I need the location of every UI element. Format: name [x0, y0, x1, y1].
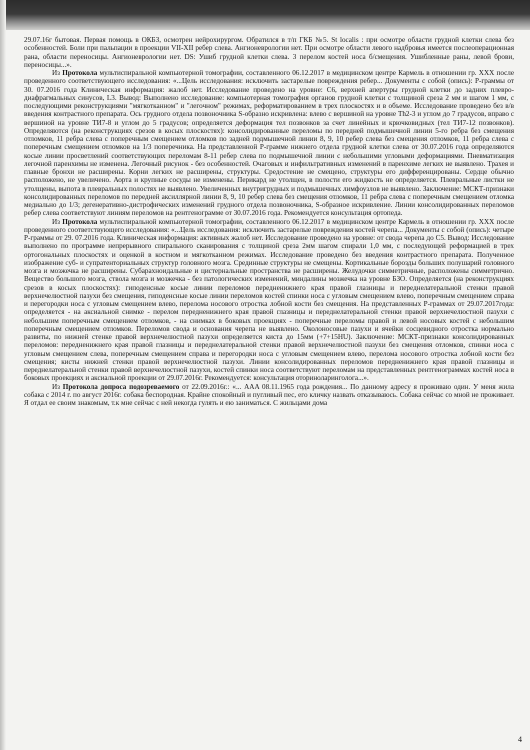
document-body: [24, 36, 514, 407]
paragraph-injury-description: 29.07.16г бытовая. Первая помощь в ОКБЗ, осмотрен нейрохирургом. Обратился в т/п ГКБ №5. St localis : при осмотре области грудной клетки слева без особенностей. Боли при пальпации в проекции VII-XII ребер слева. Ангионеврологии нет. При осмотре области левого надбровья имеется послеоперационная рана, области переносицы. Ангионеврологии нет. DS: Ушиб грудной клетки слева. 3 перелом костей носа б/смещения. Ушибленные раны, левой брови, переносицы...».: [24, 36, 514, 69]
paragraph-skull-ct-protocol: Из Протокола мультиспиральной компьютерной томографии, составленного 06.12.2017 в медицинском центре Кармель в отношении гр. XXX после проведенного соответствующего исследования: «...Цель исследования: исключить застарелые повреждения костей черепа... Документы с собой (опись): четыре Р-граммы от 29. 07.2016 года. Клиническая информация: активных жалоб нет. Исследование проведено на уровне: от свода черепа до C5. Вывод: Исследование выполнено по программе непрерывного спирального сканирования с толщиной среза 2мм шагом спирали 1,0 мм, с последующей реформацией в трех ортогональных плоскостях и оценкой в костном и мягкотканном режимах. Исследование проведено без введения контрастного препарата. Полученное изображение суб- и супратенториальных структур головного мозга. Срединные структуры не смещены. Кортикальные борозды больших полушарий головного мозга и мозжечка не расширены. Субарахноидальные и цистернальные пространства не расширены. Желудочки симметричные, расположены симметрично. Вещество большого мозга, ствола мозга и мозжечка - без патологических изменений, миндалины мозжечка на уровне БЗО. Определяется (на реконструкциях срезов в косых плоскостях): гиподенсные косые линии переломов передненижнего края правой глазницы и переднелатеральной стенки правой верхнечелюстной пазухи без смещения, гиподенсные косые линии переломов костей спинки носа с угловым смещением влево, поперечным смещением справа и перегородки носа с угловым смещением влево, перелома носового отростка лобной кости без смещения. На представленных Р-граммах от 29.07.2017года: определяется - на аксиальной снимке - перелом передненижнего края правой глазницы и переднелатеральной стенки правой верхнечелюстной пазухи с небольшим поперечным смещением отломков, - на снимках в боковых проекциях - поперечные переломы правой и левой носовых костей с небольшим поперечным смещением отломков. Переломов свода и основания черепа не выявлено. Околоносовые пазухи и ячейки сосцевидного отростка нормально развиты, по нижней стенке правой верхнечелюстной пазухи определяется киста до 15мм (+7+15HU). Заключение: МСКТ-признаки консолидированных переломов: передненижнего края правой глазницы и переднелатеральной стенки правой верхнечелюстной пазухи без смещения отломков, спинки носа с угловым смещением слева, поперечным смещением справа и перегородки носа с угловым смещением влево, перелома носового отростка лобной кости без смещения; кисты нижней стенки правой верхнечелюстной пазухи. Линии консолидированных переломов передненижнего края правой глазницы и переднелатеральной стенки правой верхнечелюстной пазухи, костей спинки носа соответствуют переломам на представленных рентгенограммах костей носа в боковых проекциях и аксиальной проекции от 29.07.2016г. Рекомендуется: консультация оториноларинголога...».: [24, 217, 514, 383]
suspect-name: AAA: [244, 382, 260, 391]
protocol-heading: Протокола: [62, 69, 98, 77]
scan-left-shadow: [0, 0, 6, 750]
paragraph-chest-ct-protocol: Из Протокола мультиспиральной компьютерной томографии, составленного 06.12.2017 в медицинском центре Кармель в отношении гр. XXX после проведенного соответствующего исследования: «...Цель исследования: исключить застарелые повреждения ребер... Документы с собой (опись): Р-граммы от 30. 07.2016 года Клиническая информация: жалоб нет. Исследование проведено на уровне: C6, верхней апертуры грудной клетки до задних плеврo-диафрагмальных синусов, L3. Вывод: Выполнено исследование: компьютерная томография органов грудной клетки с толщиной среза 2 мм и шагом 1 мм, с последующими реконструкциями "мягкотканном" и "легочном" режимах, реформатированием в трех плоскостях и в объеме. Исследование проведено без в/в введения контрастного препарата. Ось грудного отдела позвоночника S-образно искривлена: влево с вершиной на уровне Th2-3 и углом до 7 градусов, вправо с вершиной на уровне ТИ7-8 и углом до 5 градусов; определяется деформация тел позвонков за счет линейных и крючковидных (тел ТИ7-12 позвонков). Определяются (на реконструкциях срезов в косых плоскостях): консолидированные переломы по передней подмышечной линии 5-го ребра без смещения отломков, 11 ребра слева с поперечным смещением отломков по задней подмышечной линии 8, 9, 10 ребер слева без смещения отломков, 11 ребра слева с поперечным смещением отломков на 1/3 поперечника. На представленной Р-грамме нижнего отдела грудной клетки слева от 30.07.2016 года определяются косые линии просветлений соответствующих переломам 8-11 ребер слева по подмышечной линии с небольшими угловыми деформациями. Пневматизация легочной паренхимы не изменена. Легочный рисунок - без особенностей. Очаговых и инфильтративных изменений в паренхиме легких не выявлено. Трахея и главные бронхи не расширены. Корни легких не расширены, структуры. Средостение не смещено, структуры его дифференцированы. Сердце обычно расположено, не увеличено. Аорта и крупные сосуды не изменены. Перикард не утолщен, в полости его жидкость не определяется. Плевральные листки не утолщены, выпота в плевральных полостях не выявлено. Увеличенных внутригрудных и подмышечных лимфоузлов не выявлено. Заключение: МСКТ-признаки консолидированных переломов по передней аксиллярной линии 8, 9, 10 ребер слева без смещения отломков, 11 ребра слева с поперечным смещением отломка медиально до 1/3; дегенеративно-дистрофических изменений грудного отдела позвоночника, S-образное искривление. Линии консолидированных переломов ребер слева соответствуют линиям переломов на рентгенограмме от 30.07.2016 года. Рекомендуется консультация ортопеда.: [24, 69, 514, 218]
paragraph-interrogation-protocol: Из Протокола допроса подозреваемого от 22.09.2016г.: «... AAA 08.11.1965 года рождения... По данному адресу я проживаю один. У меня жила собака с 2014 г. по август 2016г. собака беспородная. Крайне спокойный и пугливый пес, его кличку назвать отказываюсь. Собака сейчас со мной не проживает. Я отдал ее своим знакомым, т.к мне сейчас с ней некогда гулять и ею заниматься. С жильцами дома: [24, 382, 515, 407]
protocol-heading: Протокола: [62, 217, 98, 226]
protocol-heading: Протокола допроса подозреваемого: [62, 382, 180, 391]
page-number: 4: [518, 735, 522, 744]
scan-top-shadow: [0, 0, 530, 30]
birth-date: 08.11.1965: [262, 382, 294, 391]
